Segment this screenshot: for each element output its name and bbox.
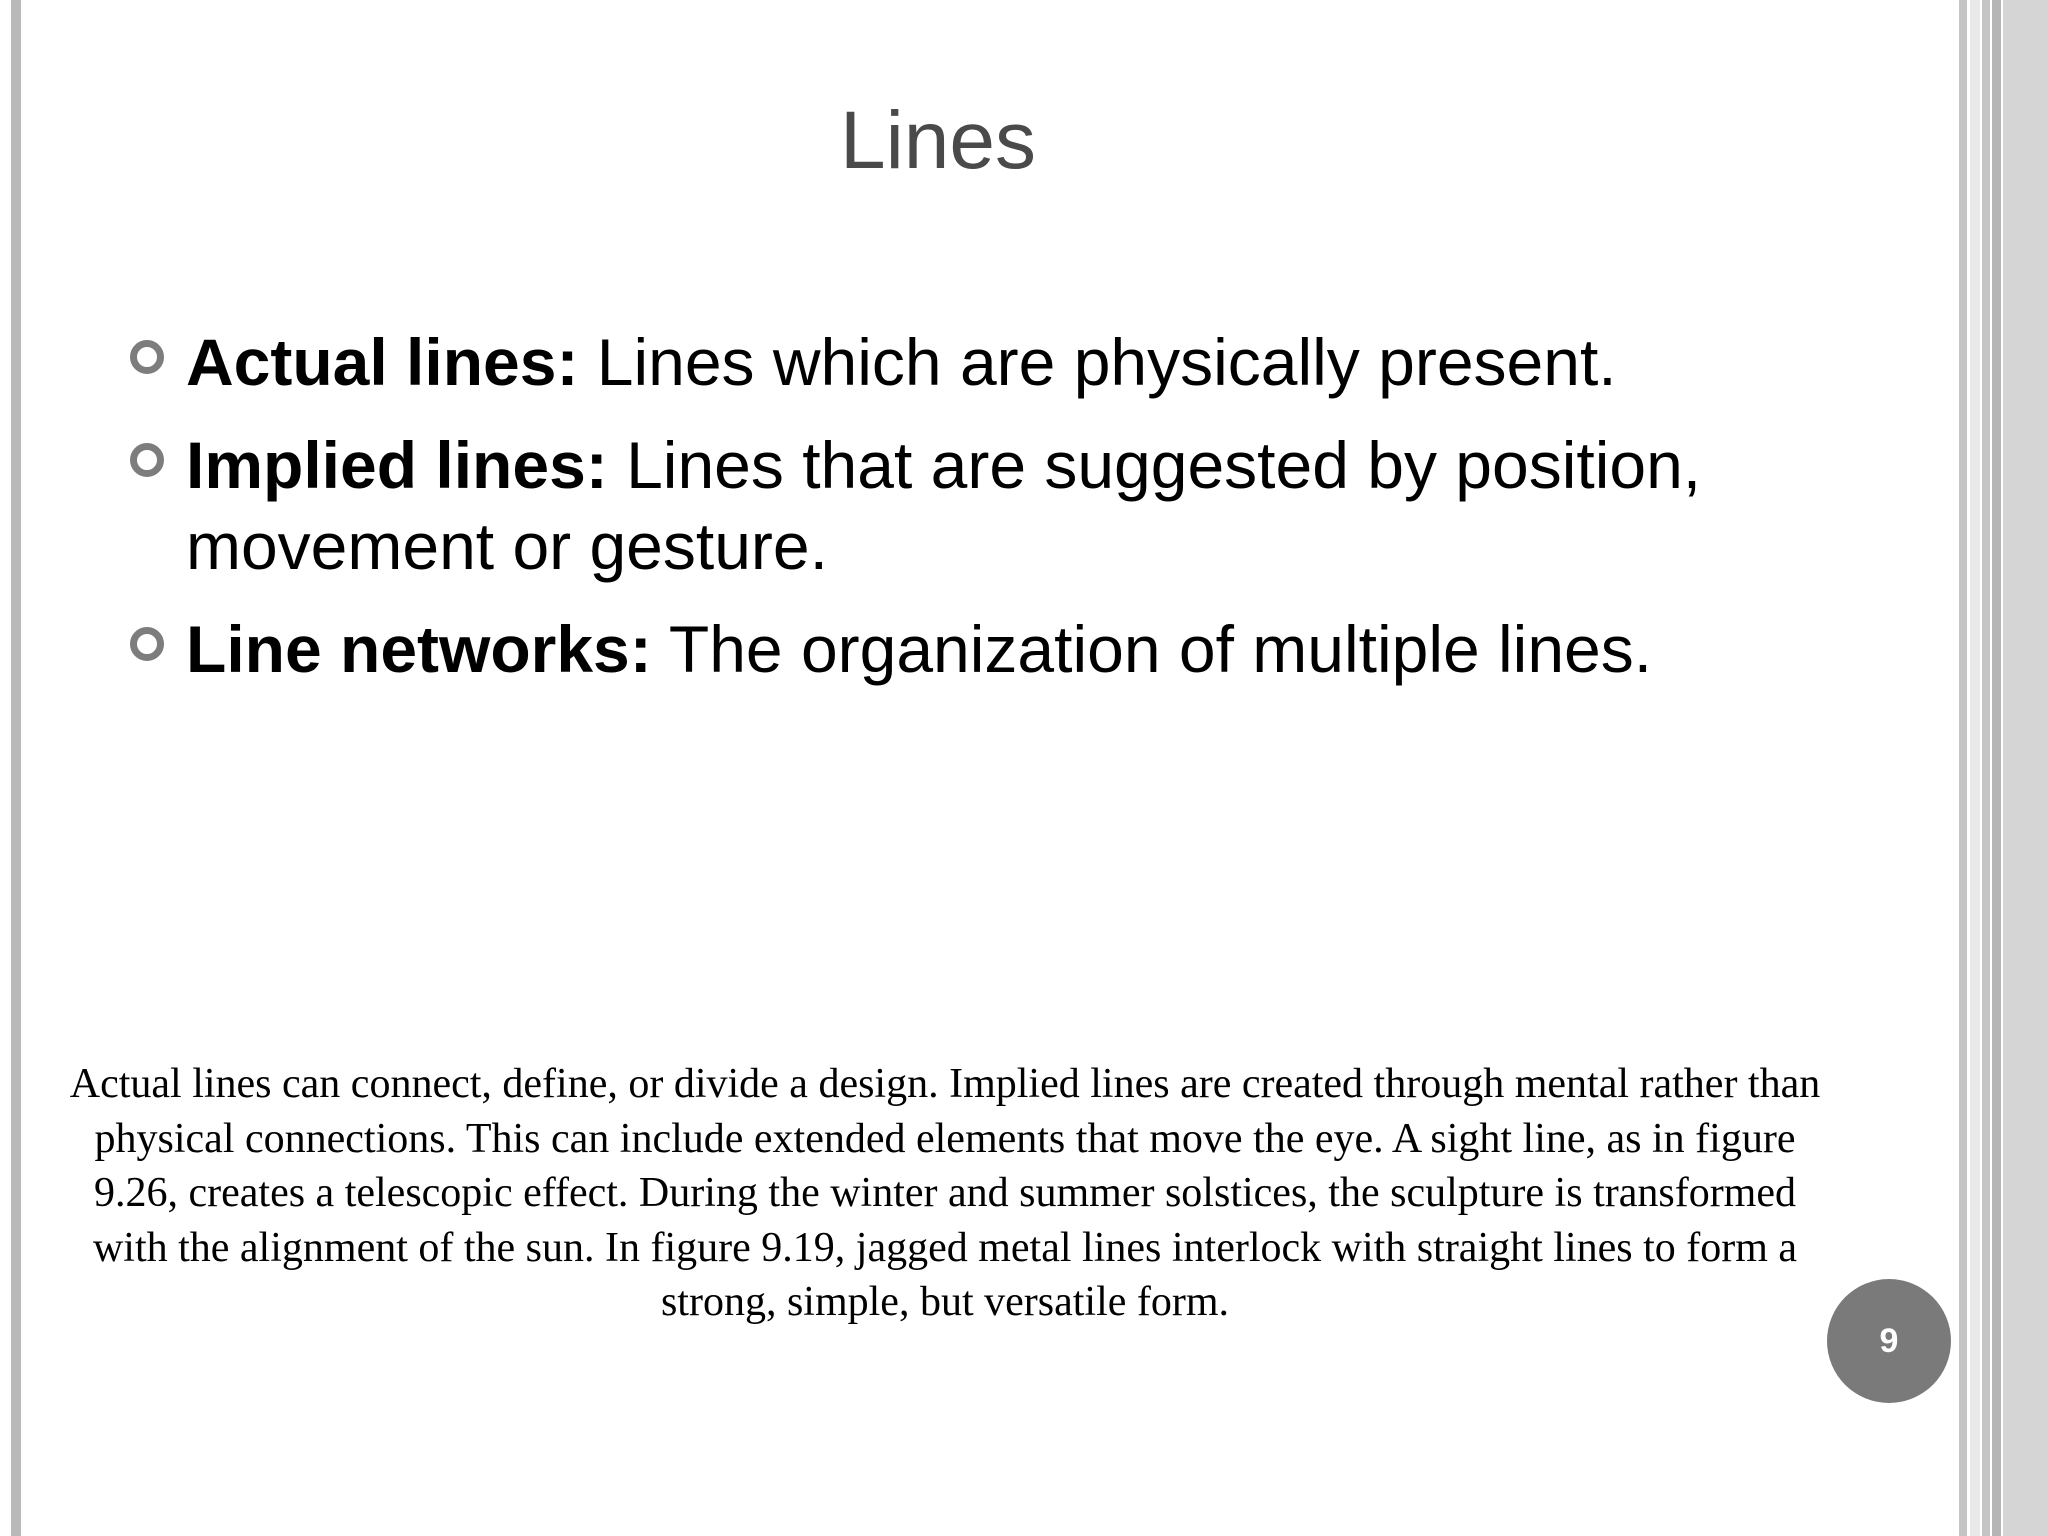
bullet-circle-icon: [130, 340, 164, 374]
slide-caption: Actual lines can connect, define, or divide a design. Implied lines are created through mental rather than physical connections. This can include extended elements that move the eye. A sight line, as in figure 9.26, creates a telescopic effect. During the winter and summer solstices, the sculpture is transformed with the alignment of the sun. In figure 9.19, jagged metal lines interlock with straight lines to form a strong, simple, but versatile form.: [69, 1061, 1821, 1325]
bullet-circle-icon: [130, 627, 164, 661]
left-border: [11, 0, 21, 1536]
right-border-stripe: [2003, 0, 2048, 1536]
page-number-badge: [1827, 1279, 1951, 1403]
bullet-list: [130, 322, 1830, 712]
page-number: 9: [1879, 1321, 1899, 1360]
bullet-item: [130, 425, 1830, 587]
slide-title: Lines: [839, 95, 1037, 186]
right-border-stripe: [1992, 0, 2001, 1536]
bullet-term: Implied lines:: [186, 428, 608, 502]
bullet-text: The organization of multiple lines.: [651, 612, 1653, 686]
bullet-item: [130, 322, 1830, 403]
bullet-text: Lines which are physically present.: [578, 325, 1617, 399]
bullet-circle-icon: [130, 443, 164, 477]
bullet-term: Line networks:: [186, 612, 652, 686]
bullet-item: [130, 609, 1830, 690]
right-border-stripe: [1982, 0, 1990, 1536]
bullet-term: Actual lines:: [186, 325, 579, 399]
bullet-text: Lines that are suggested by position, movement or gesture.: [186, 428, 1702, 583]
right-border-stripe: [1970, 0, 1980, 1536]
right-border-stripe: [1959, 0, 1967, 1536]
